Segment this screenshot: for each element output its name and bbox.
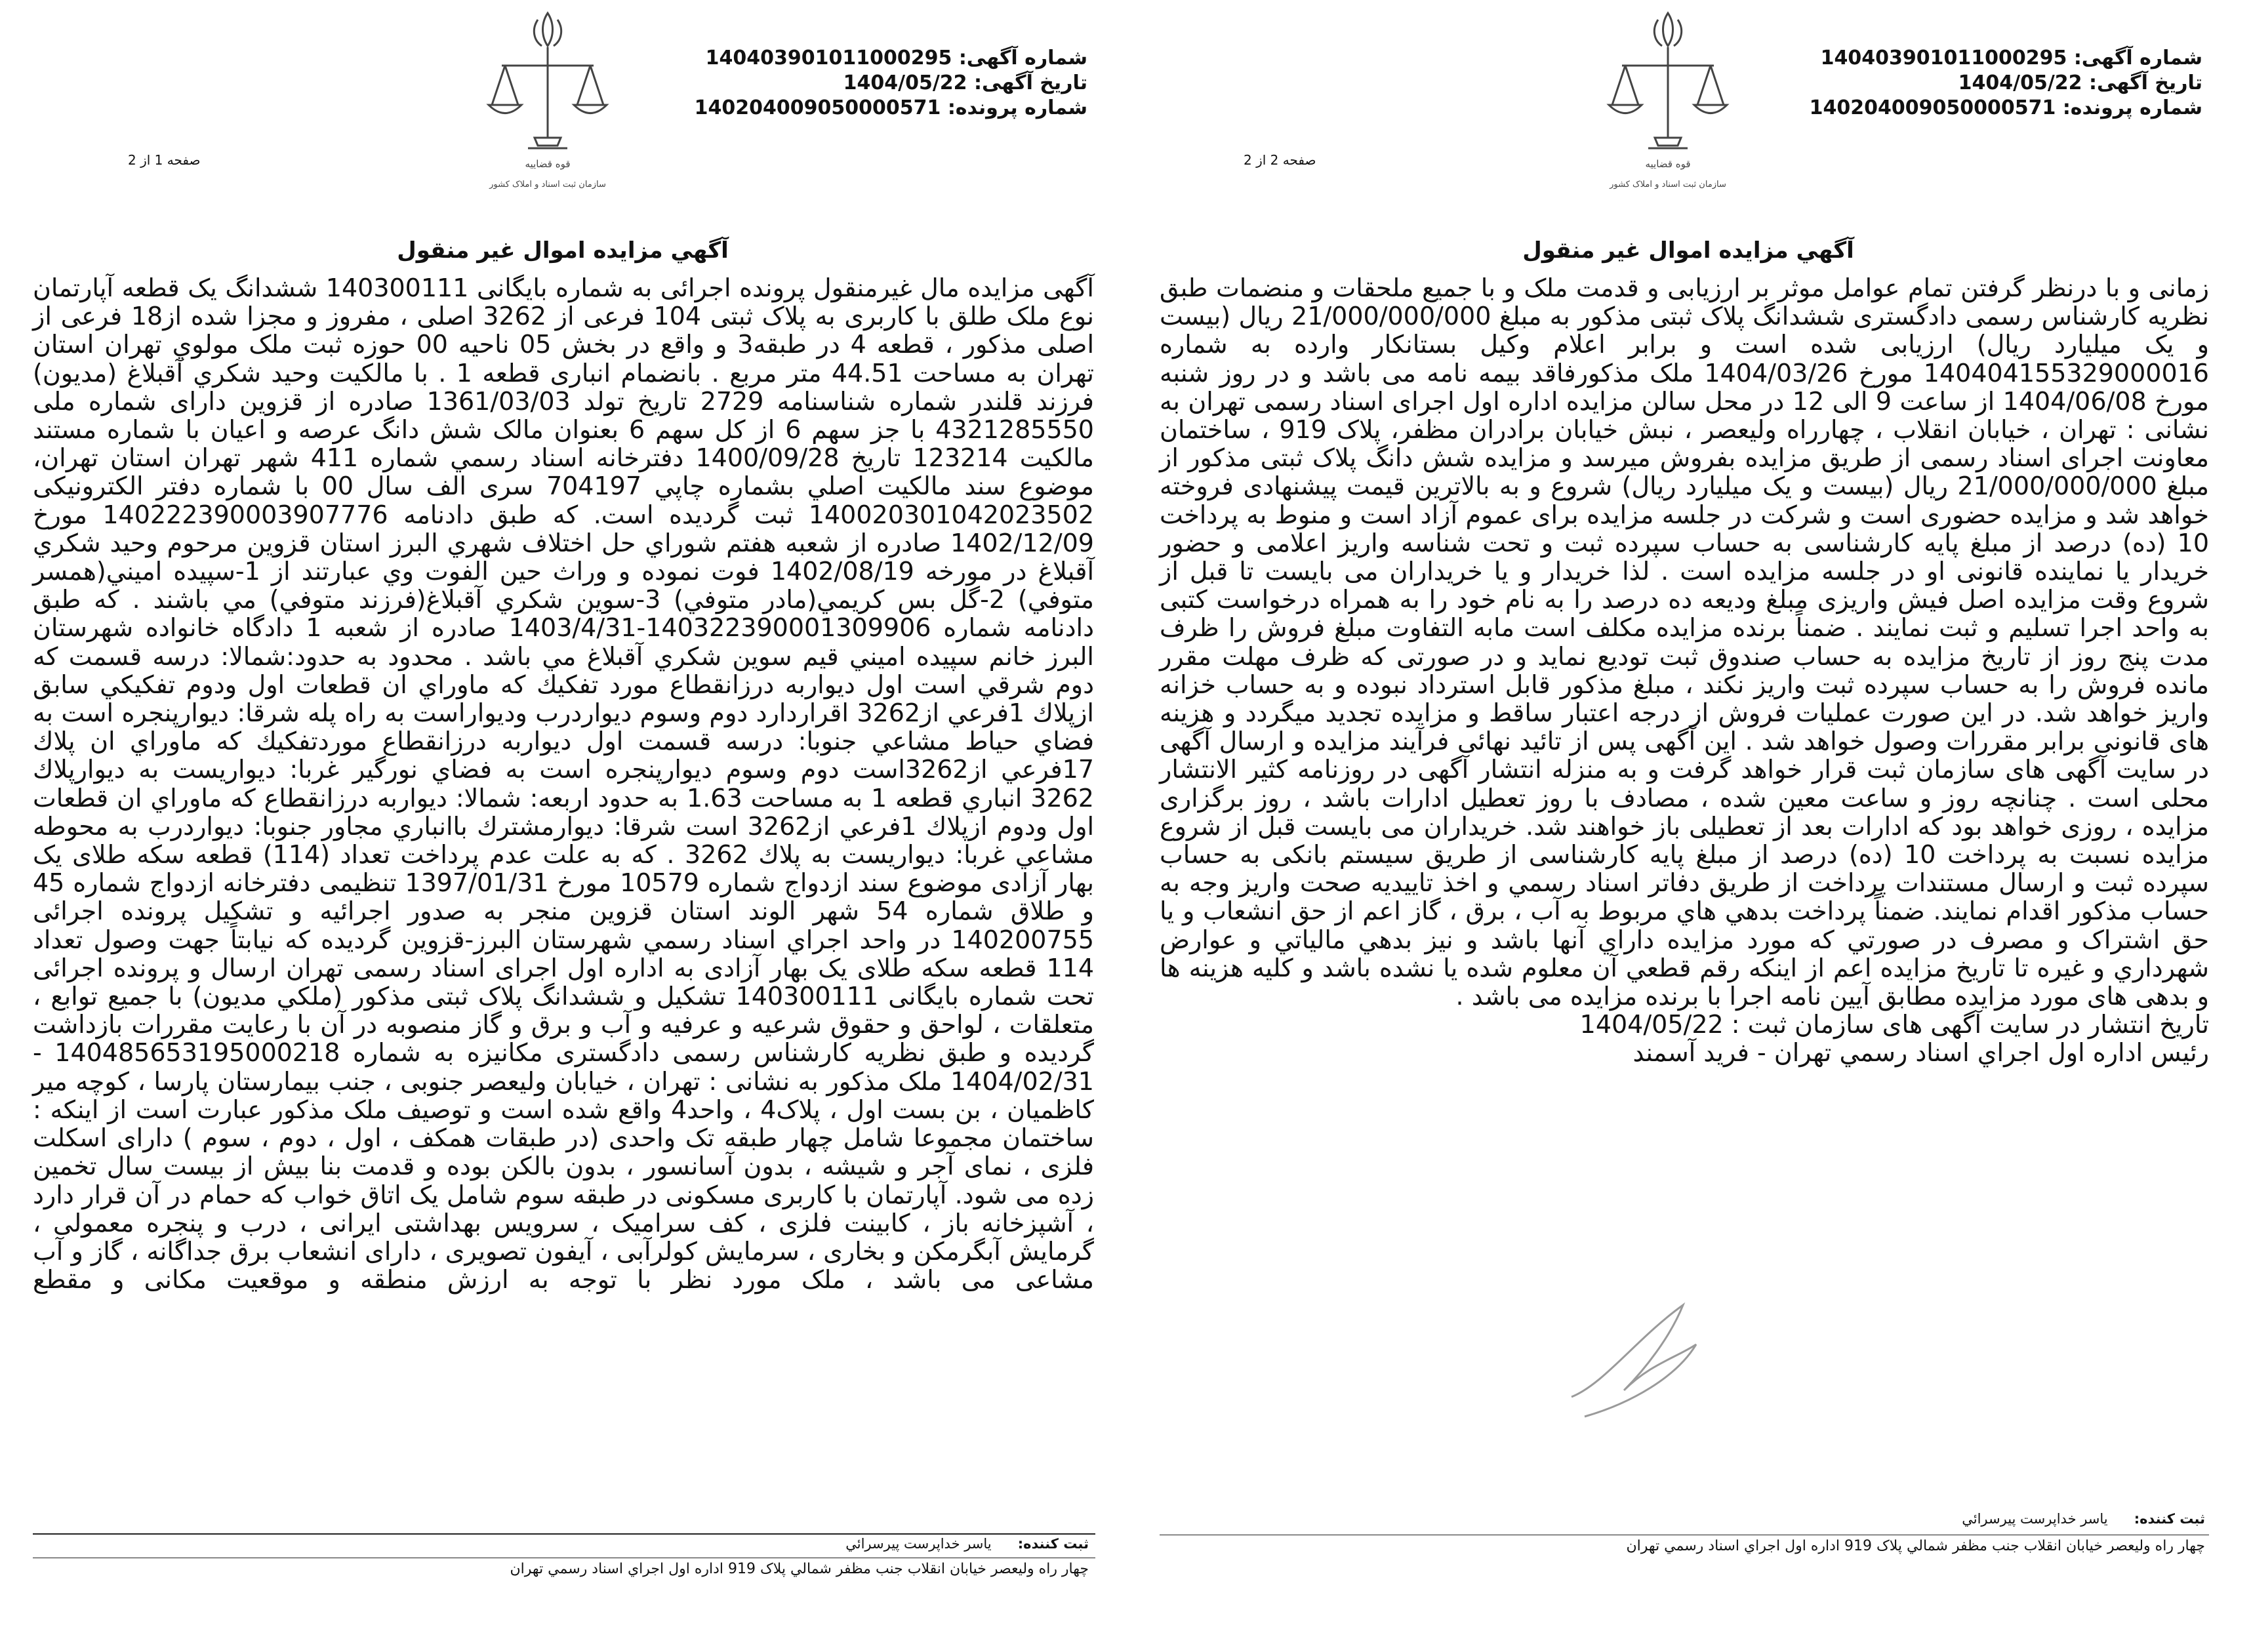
- registrar-label: ثبت کننده:: [1017, 1536, 1089, 1552]
- publish-line: [1160, 1011, 2209, 1039]
- file-number-row: [695, 96, 1087, 121]
- ad-number: 140403901011000295: [705, 47, 952, 70]
- file-number-label: شماره پرونده:: [2062, 96, 2202, 119]
- file-number: 140204009050000571: [694, 96, 941, 119]
- registrar-name: یاسر خداپرست پیرسرائي: [845, 1536, 992, 1552]
- file-number-label: شماره پرونده:: [947, 96, 1087, 119]
- judiciary-emblem-icon: [479, 7, 617, 197]
- notice-title: آگهي مزايده اموال غير منقول: [1522, 237, 1854, 264]
- ad-date-label: تاریخ آگهی:: [2088, 71, 2202, 94]
- registrar-name: یاسر خداپرست پیرسرائي: [1962, 1511, 2108, 1527]
- emblem-caption-1: قوه قضاییه: [1645, 158, 1691, 170]
- notice-page-2: [1126, 0, 2251, 1652]
- ad-number-label: شماره آگهی:: [2073, 47, 2202, 70]
- ad-number-row: [1810, 46, 2202, 71]
- footer-divider: [33, 1533, 1095, 1535]
- notice-title: آگهي مزايده اموال غير منقول: [397, 237, 729, 264]
- page-number: صفحه 1 از 2: [128, 152, 201, 168]
- notice-meta: [1810, 46, 2202, 121]
- publish-date: 1404/05/22: [1579, 1010, 1724, 1039]
- notice-body: [1160, 274, 2209, 1068]
- page-number: صفحه 2 از 2: [1244, 152, 1316, 168]
- ad-number-row: [695, 46, 1087, 71]
- emblem-caption-2: سازمان ثبت اسناد و املاک کشور: [1610, 180, 1726, 190]
- ad-date: 1404/05/22: [843, 71, 967, 94]
- ad-date: 1404/05/22: [1958, 71, 2082, 94]
- ad-date-row: [695, 71, 1087, 96]
- file-number: 140204009050000571: [1809, 96, 2056, 119]
- registrar: [1962, 1511, 2205, 1527]
- ad-number-label: شماره آگهی:: [958, 47, 1087, 70]
- notice-body: آگهی مزایده مال غیرمنقول پرونده اجرائی به شماره بایگانی 140300111 ششدانگ یک قطعه آپارتمان نوع ملک طلق با کاربری به پلاک ثبتی 104 فرعی از 3262 اصلی ، مفروز و مجزا شده از18 فرعی از اصلی مذکور ، قطعه 4 در طبقه3 و واقع در بخش 05 ناحیه 00 حوزه ثبت ملک مولوي تهران استان تهران به مساحت 44.51 متر مربع . بانضمام انباری قطعه 1 . با مالکیت وحید شکري آقبلاغ (مدیون) فرزند قلندر شماره شناسنامه 2729 تاریخ تولد 1361/03/03 صادره از قزوین دارای شماره ملی 4321285550 با جز سهم 6 از کل سهم 6 بعنوان مالک شش دانگ عرصه و اعیان با شماره مستند مالکیت 123214 تاریخ 1400/09/28 دفترخانه اسناد رسمي شماره 411 شهر تهران استان تهران، موضوع سند مالکیت اصلي بشماره چاپي 704197 سری الف سال 00 با شماره دفتر الکترونیکی 140020301042023502 ثبت گرديده است. که طبق دادنامه 140222390003907776 مورخ 1402/12/09 صادره از شعبه هفتم شوراي حل اختلاف شهري البرز استان قزوين مرحوم وحيد شكري آقبلاغ در مورخه 1402/08/19 فوت نموده و وراث حين الفوت وي عبارتند از 1-سپيده اميني(همسر متوفي) 2-گل بس كريمي(مادر متوفي) 3-سوين شكري آقبلاغ(فرزند متوفي) مي باشند . كه طبق دادنامه شماره 140322390001309906-1403/4/31 صادره از شعبه 1 دادگاه خانواده شهرستان البرز خانم سپيده اميني قيم سوين شكري آقبلاغ مي باشد . محدود به حدود:شمالا: درسه قسمت كه دوم شرقي است اول ديواربه درزانقطاع مورد تفكيك كه ماوراي ان قطعات اول ودوم تفكيكي سابق ازپلاك 1فرعي از3262 اقراردارد دوم وسوم ديواردرب وديواراست به راه پله شرقا: ديوارپنجره است به فضاي حياط مشاعي جنوبا: درسه قسمت اول ديواربه درزانقطاع موردتفكيك كه ماوراي ان پلاك 17فرعي از3262است دوم وسوم ديوارپنجره است به فضاي نورگير غربا: ديواريست به ديوارپلاك 3262 انباري قطعه 1 به مساحت 1.63 به حدود اربعه: شمالا: ديواربه درزانقطاع كه ماوراي ان قطعات اول ودوم ازپلاك 1فرعي از3262 است شرقا: ديوارمشترك باانباري مجاور جنوبا: ديواردرب به محوطه مشاعي غربا: ديواريست به پلاك 3262 . كه به علت عدم پرداخت تعداد (114) قطعه سکه طلای یک بهار آزادی موضوع سند ازدواج شماره 10579 مورخ 1397/01/31 تنظیمی دفترخانه ازدواج شماره 45 و طلاق شماره 54 شهر الوند استان قزوین منجر به صدور اجرائیه و تشکیل پرونده اجرائی 140200755 در واحد اجراي اسناد رسمي شهرستان البرز-قزوين گرديده كه نيابتاً جهت وصول تعداد 114 قطعه سكه طلای یک بهار آزادی به اداره اول اجرای اسناد رسمی تهران ارسال و پرونده اجرائی تحت شماره بایگانی 140300111 تشکیل و ششدانگ پلاک ثبتی مذکور (ملکي مدیون) با جمیع توابع ، متعلقات ، لواحق و حقوق شرعیه و عرفیه و آب و برق و گاز منصوبه در آن با رعایت مقررات بازداشت گردیده و طبق نظریه کارشناس رسمی دادگستری مکانیزه به شماره 14048565319500021‍8 - 1404/02/31 ملک مذکور به نشانی : تهران ، خیابان ولیعصر جنوبی ، جنب بیمارستان پارسا ، کوچه میر کاظمیان ، بن بست اول ، پلاک4 ، واحد4 واقع شده است و توصیف ملک مذکور عبارت است از اینکه : ساختمان مجموعا شامل چهار طبقه تک واحدی (در طبقات همکف ، اول ، دوم ، سوم ) دارای اسکلت فلزی ، نمای آجر و شیشه ، بدون آسانسور ، بدون بالکن بوده و قدمت بنا بیش از بیست سال تخمین زده می شود. آپارتمان با کاربری مسکونی در طبقه سوم شامل یک اتاق خواب که حمام در آن قرار دارد ، آشپزخانه باز ، کابینت فلزی ، کف سرامیک ، سرویس بهداشتی ایرانی ، درب و پنجره معمولی ، گرمایش آبگرمکن و بخاری ، سرمایش کولرآبی ، آیفون تصویری ، دارای انشعاب برق جداگانه ، گاز و آب مشاعی می باشد ، ملک مورد نظر با توجه به ارزش منطقه و موقعیت مکانی و مقطع: [33, 273, 1095, 1295]
- office-address: چهار راه وليعصر خيابان انقلاب جنب مظفر شمالي پلاک 919 اداره اول اجراي اسناد رسمي تهران: [510, 1561, 1089, 1577]
- office-address: چهار راه وليعصر خيابان انقلاب جنب مظفر شمالي پلاک 919 اداره اول اجراي اسناد رسمي تهران: [1626, 1538, 2205, 1554]
- registrar: [845, 1536, 1089, 1552]
- judiciary-emblem-icon: [1599, 7, 1737, 197]
- signatory: رئیس اداره اول اجراي اسناد رسمي تهران - فريد آسمند: [1632, 1038, 2209, 1068]
- publish-label: تاریخ انتشار در سایت آگهی های سازمان ثبت :: [1731, 1010, 2209, 1039]
- notice-meta: [695, 46, 1087, 121]
- emblem-caption-2: سازمان ثبت اسناد و املاک کشور: [489, 180, 606, 190]
- signature-icon: [1545, 1285, 1716, 1430]
- emblem-caption-1: قوه قضاییه: [525, 158, 571, 170]
- ad-date-label: تاریخ آگهی:: [973, 71, 1087, 94]
- ad-date-row: [1810, 71, 2202, 96]
- registrar-label: ثبت کننده:: [2134, 1511, 2205, 1527]
- file-number-row: [1810, 96, 2202, 121]
- ad-number: 140403901011000295: [1820, 47, 2067, 70]
- notice-paragraph: زمانی و با درنظر گرفتن تمام عوامل موثر بر ارزیابی و قدمت ملک و با جمیع ملحقات و منضمات طبق نظریه کارشناس رسمی دادگستری ششدانگ پلاک ثبتی مذکور به مبلغ 21/000/000/000 ریال (بیست و یک میلیارد ریال) ارزیابی شده است و برابر اعلام وکیل بستانکار وارده به شماره 140404155329000016 مورخ 1404/03/26 ملک مذکورفاقد بیمه نامه می باشد و در روز شنبه مورخ 1404/06/08 از ساعت 9 الی 12 در محل سالن مزایده اداره اول اجرای اسناد رسمی تهران به نشانی : تهران ، خیابان انقلاب ، چهارراه ولیعصر ، نبش خیابان برادران مظفر، پلاک 919 ، ساختمان معاونت اجرای اسناد رسمی از طریق مزایده بفروش میرسد و مزایده شش دانگ پلاک ثبتی مذکور از مبلغ 21/000/000/000 ریال (بیست و یک میلیارد ریال) شروع و به بالاترین قیمت پیشنهادی فروخته خواهد شد و مزایده حضوری است و شرکت در جلسه مزایده برای عموم آزاد است و منوط به پرداخت 10 (ده) درصد از مبلغ پایه کارشناسی به حساب سپرده ثبت و تحت شناسه واریز اعلامی و حضور خریدار یا نماینده قانونی او در جلسه مزایده است . لذا خریدار و یا خریداران می بایست تا قبل از شروع وقت مزایده اصل فیش واریزی مبلغ ودیعه ده درصد را به نام خود را به همراه درخواست کتبی به واحد اجرا تسلیم و ثبت نمایند . ضمناً برنده مزایده مکلف است مابه التفاوت مبلغ فروش را ظرف مدت پنج روز از تاریخ مزایده به حساب صندوق ثبت تودیع نماید و در صورتی که ظرف مهلت مقرر مانده فروش را به حساب سپرده ثبت واریز نکند ، مبلغ مذکور قابل استرداد نبوده و به حساب خزانه واریز خواهد شد. در این صورت عملیات فروش از درجه اعتبار ساقط و مزایده تجدید میگردد و هزینه های قانونی برابر مقررات وصول خواهد شد . این آگهی پس از تائید نهائی فرآیند مزایده و ارسال آگهی در سایت آگهی های سازمان ثبت قرار خواهد گرفت و به منزله انتشار آگهی در روزنامه کثیر الانتشار محلی است . چنانچه روز و ساعت معین شده ، مصادف با روز تعطیل ادارات باشد ، روز برگزاری مزایده ، روزی خواهد بود که ادارات بعد از تعطیلی باز خواهند شد. خریداران می بایست قبل از شروع مزایده نسبت به پرداخت 10 (ده) درصد از مبلغ پایه کارشناسی از طریق سیستم بانکی به حساب سپرده ثبت و ارسال مستندات پرداخت از طریق دفاتر اسناد رسمي و اخذ تاييديه صحت واریز وجه به حساب مذکور اقدام نمایند. ضمناً پرداخت بدهي هاي مربوط به آب ، برق ، گاز اعم از حق انشعاب و یا حق اشتراک و مصرف در صورتي كه مورد مزايده داراي آنها باشد و نيز بدهي مالياتي و عوارض شهرداري و غيره تا تاريخ مزايده اعم از اينكه رقم قطعي آن معلوم شده يا نشده باشد و کلیه هزینه ها و بدهی های مورد مزایده مطابق آیین نامه اجرا با برنده مزایده می باشد .: [1160, 273, 2209, 1011]
